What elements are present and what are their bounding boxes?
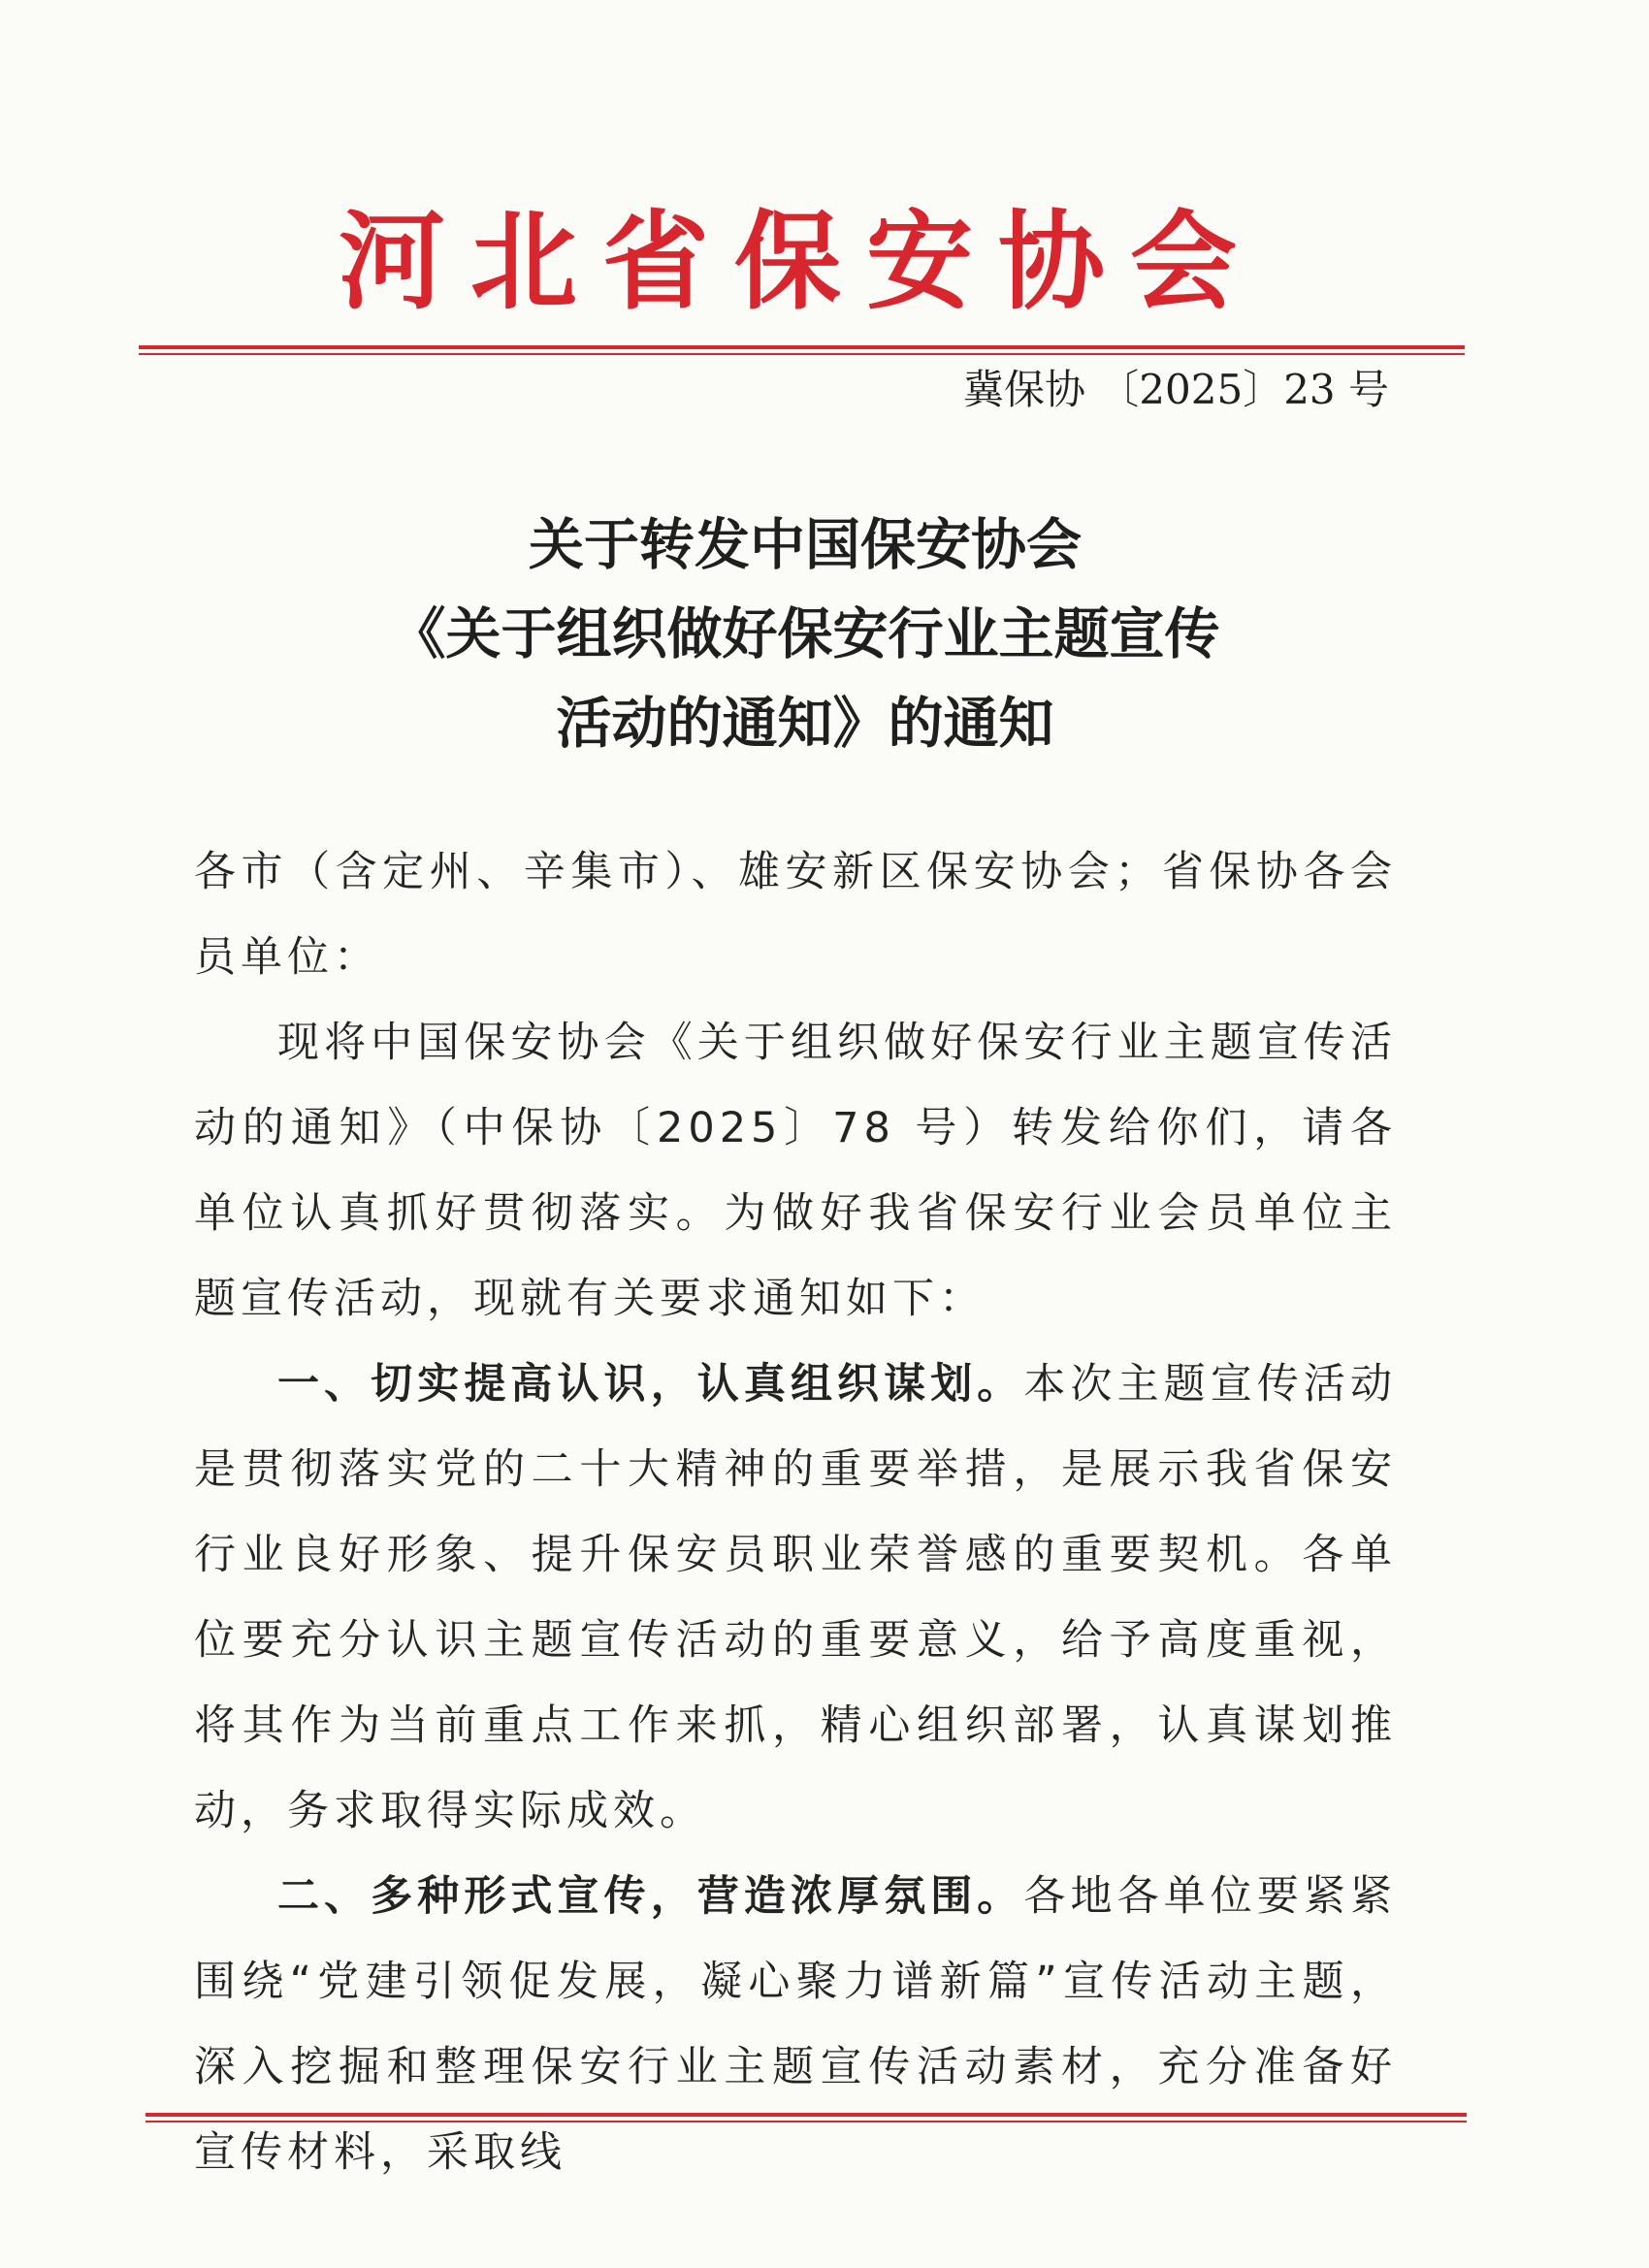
- intro-paragraph: 现将中国保安协会《关于组织做好保安行业主题宣传活动的通知》（中保协〔2025〕78 号）转发给你们，请各单位认真抓好贯彻落实。为做好我省保安行业会员单位主题宣传活动，现就有关要求通知如下：: [194, 1019, 1397, 1323]
- document-body: [194, 829, 1397, 2195]
- title-line-2: 《关于组织做好保安行业主题宣传: [390, 601, 1220, 666]
- document-title: [146, 501, 1465, 768]
- section-1-paragraph: [194, 1342, 1397, 1854]
- section-2-heading: 二、多种形式宣传，营造浓厚氛围。: [277, 1872, 1024, 1921]
- section-2-paragraph: [194, 1854, 1397, 2195]
- title-line-1: 关于转发中国保安协会: [529, 512, 1082, 577]
- document-number: 冀保协 〔2025〕23 号: [962, 366, 1389, 413]
- masthead-red-rule: [139, 345, 1465, 355]
- masthead-org-name: 河北省保安协会: [339, 199, 1262, 324]
- section-2-text: 各地各单位要紧紧围绕“党建引领促发展，凝心聚力谱新篇”宣传活动主题，深入挖掘和整理保安行业主题宣传活动素材，充分准备好宣传材料，采取线: [194, 1872, 1398, 2177]
- footer-red-rule: [146, 2113, 1467, 2122]
- title-line-3: 活动的通知》的通知: [556, 691, 1054, 756]
- salutation: 各市（含定州、辛集市）、雄安新区保安协会；省保协各会员单位：: [194, 848, 1397, 982]
- section-1-text: 本次主题宣传活动是贯彻落实党的二十大精神的重要举措，是展示我省保安行业良好形象、提升保安员职业荣誉感的重要契机。各单位要充分认识主题宣传活动的重要意义，给予高度重视，将其作为当前重点工作来抓，精心组织部署，认真谋划推动，务求取得实际成效。: [194, 1360, 1398, 1835]
- section-1-heading: 一、切实提高认识，认真组织谋划。: [277, 1360, 1024, 1409]
